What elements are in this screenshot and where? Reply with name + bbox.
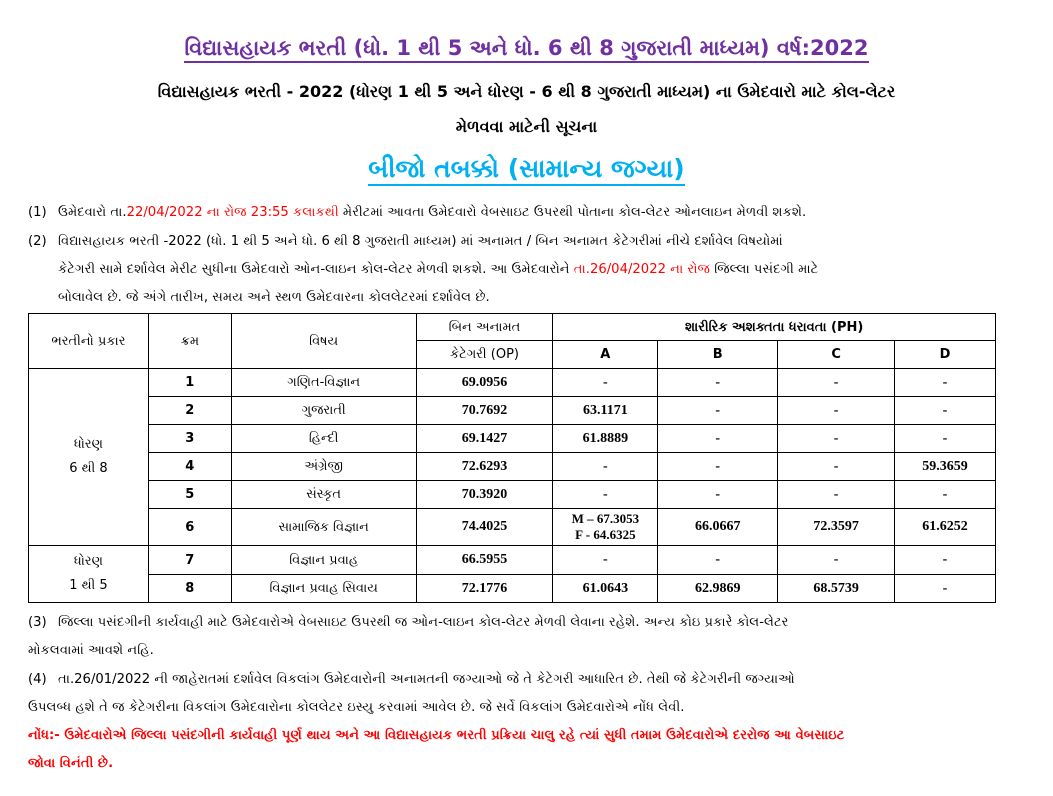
row-op: 70.7692 xyxy=(416,397,553,425)
row-c: - xyxy=(778,453,895,481)
row-serial: 3 xyxy=(148,425,231,453)
row-c: 72.3597 xyxy=(778,509,895,546)
instruction-4: (4) તા.26/01/2022 ની જાહેરાતમાં દર્શાવેલ વિકલાંગ ઉમેદવારોની અનામતની જગ્યાઓ જે તે કેટેગરી આધારિત છે. તેથી જે કેટેગરીની જગ્યાઓ ઉપલબ્ધ હશે તે જ કેટેગરીના વિકલાંગ ઉમેદવારોના કોલલેટર ઇસ્યુ કરવામાં આવેલ છે. જે સર્વે વિકલાંગ ઉમેદવારોએ નોંધ લેવી. xyxy=(28,672,795,715)
table-row xyxy=(29,546,996,575)
row-d: - xyxy=(895,546,996,575)
row-d: - xyxy=(895,397,996,425)
row-serial: 4 xyxy=(148,453,231,481)
row-c: - xyxy=(778,546,895,575)
phase-heading: બીજો તબક્કો (સામાન્ય જગ્યા) xyxy=(0,154,1053,184)
row-c: - xyxy=(778,425,895,453)
merit-table xyxy=(28,313,996,603)
instruction-2: (2) વિદ્યાસહાયક ભરતી -2022 (ધો. 1 થી 5 અને ધો. 6 થી 8 ગુજરાતી માધ્યમ) માં અનામત / બિન અનામત કેટેગરીમાં નીચે દર્શાવેલ વિષયોમાં કેટેગરી સામે દર્શાવેલ મેરીટ સુધીના ઉમેદવારો ઓન-લાઇન કોલ-લેટર મેળવી શકશે. આ ઉમેદવારોને તા.26/04/2022 ના રોજ જિલ્લા પસંદગી માટે બોલાવેલ છે. જે અંગે તારીખ, સમય અને સ્થળ ઉમેદવારના કોલલેટરમાં દર્શાવેલ છે. xyxy=(28,234,819,305)
row-a: - xyxy=(553,453,658,481)
table-row xyxy=(29,481,996,509)
row-subject: સામાજિક વિજ્ઞાન xyxy=(231,509,416,546)
row-b: - xyxy=(658,425,778,453)
group-std-6-8: ધોરણ 6 થી 8 xyxy=(29,369,149,546)
row-a: 61.0643 xyxy=(553,575,658,603)
row-b: 66.0667 xyxy=(658,509,778,546)
row-serial: 7 xyxy=(148,546,231,575)
row-op: 74.4025 xyxy=(416,509,553,546)
row-op: 72.1776 xyxy=(416,575,553,603)
header-op-1: બિન અનામત xyxy=(416,314,553,341)
row-d: - xyxy=(895,481,996,509)
row-subject: અંગ્રેજી xyxy=(231,453,416,481)
row-op: 72.6293 xyxy=(416,453,553,481)
row-a: - xyxy=(553,369,658,397)
header-ph: શારીરિક અશક્તતા ધરાવતા (PH) xyxy=(553,314,996,341)
table-row xyxy=(29,397,996,425)
row-serial: 1 xyxy=(148,369,231,397)
header-type: ભરતીનો પ્રકાર xyxy=(29,314,149,369)
row-serial: 5 xyxy=(148,481,231,509)
row-op: 66.5955 xyxy=(416,546,553,575)
row-subject: વિજ્ઞાન પ્રવાહ સિવાય xyxy=(231,575,416,603)
notice-note: નોંધ:- ઉમેદવારોએ જિલ્લા પસંદગીની કાર્યવાહી પૂર્ણ થાય અને આ વિદ્યાસહાયક ભરતી પ્રક્રિયા ચાલુ રહે ત્યાં સુધી તમામ ઉમેદવારોએ દરરોજ આ વેબસાઇટ જોવા વિનંતી છે. xyxy=(28,728,845,771)
instruction-1: (1) ઉમેદવારો તા.22/04/2022 ના રોજ 23:55 કલાકથી મેરીટમાં આવતા ઉમેદવારો વેબસાઇટ ઉપરથી પોતાના કોલ-લેટર ઓનલાઇન મેળવી શકશે. xyxy=(28,205,807,220)
header-serial: ક્રમ xyxy=(148,314,231,369)
header-ph-a: A xyxy=(553,341,658,369)
header-op-2: કેટેગરી (OP) xyxy=(416,341,553,369)
row-serial: 6 xyxy=(148,509,231,546)
table-row xyxy=(29,453,996,481)
instruction-3: (3) જિલ્લા પસંદગીની કાર્યવાહી માટે ઉમેદવારોએ વેબસાઇટ ઉપરથી જ ઓન-લાઇન કોલ-લેટર મેળવી લેવાના રહેશે. અન્ય કોઇ પ્રકારે કોલ-લેટર મોકલવામાં આવશે નહિ. xyxy=(28,615,789,658)
row-d: - xyxy=(895,369,996,397)
row-c: - xyxy=(778,397,895,425)
subtitle-line-2: મેળવવા માટેની સૂચના xyxy=(455,117,598,136)
row-a: M – 67.3053 F - 64.6325 xyxy=(553,509,658,546)
row-c: - xyxy=(778,481,895,509)
row-b: - xyxy=(658,369,778,397)
row-d: - xyxy=(895,575,996,603)
row-op: 69.1427 xyxy=(416,425,553,453)
table-row xyxy=(29,425,996,453)
table-row xyxy=(29,575,996,603)
row-a: 61.8889 xyxy=(553,425,658,453)
row-b: - xyxy=(658,397,778,425)
row-c: - xyxy=(778,369,895,397)
row-d: 61.6252 xyxy=(895,509,996,546)
row-d: 59.3659 xyxy=(895,453,996,481)
header-subject: વિષય xyxy=(231,314,416,369)
row-a: - xyxy=(553,546,658,575)
header-ph-b: B xyxy=(658,341,778,369)
row-subject: વિજ્ઞાન પ્રવાહ xyxy=(231,546,416,575)
table-row xyxy=(29,369,996,397)
row-a: 63.1171 xyxy=(553,397,658,425)
row-b: - xyxy=(658,546,778,575)
row-b: - xyxy=(658,453,778,481)
group-std-1-5: ધોરણ 1 થી 5 xyxy=(29,546,149,603)
row-op: 69.0956 xyxy=(416,369,553,397)
subtitle-line-1: વિદ્યાસહાયક ભરતી - 2022 (ધોરણ 1 થી 5 અને ધોરણ - 6 થી 8 ગુજરાતી માધ્યમ) ના ઉમેદવારો માટે કોલ-લેટર xyxy=(157,82,896,101)
row-d: - xyxy=(895,425,996,453)
header-ph-c: C xyxy=(778,341,895,369)
row-subject: સંસ્કૃત xyxy=(231,481,416,509)
row-a: - xyxy=(553,481,658,509)
page-title: વિદ્યાસહાયક ભરતી (ધો. 1 થી 5 અને ધો. 6 થી 8 ગુજરાતી માધ્યમ) વર્ષ:2022 xyxy=(0,36,1053,61)
row-b: 62.9869 xyxy=(658,575,778,603)
row-op: 70.3920 xyxy=(416,481,553,509)
table-row xyxy=(29,509,996,546)
row-serial: 2 xyxy=(148,397,231,425)
row-subject: ગુજરાતી xyxy=(231,397,416,425)
row-subject: ગણિત-વિજ્ઞાન xyxy=(231,369,416,397)
row-subject: હિન્દી xyxy=(231,425,416,453)
header-ph-d: D xyxy=(895,341,996,369)
row-b: - xyxy=(658,481,778,509)
row-serial: 8 xyxy=(148,575,231,603)
row-c: 68.5739 xyxy=(778,575,895,603)
